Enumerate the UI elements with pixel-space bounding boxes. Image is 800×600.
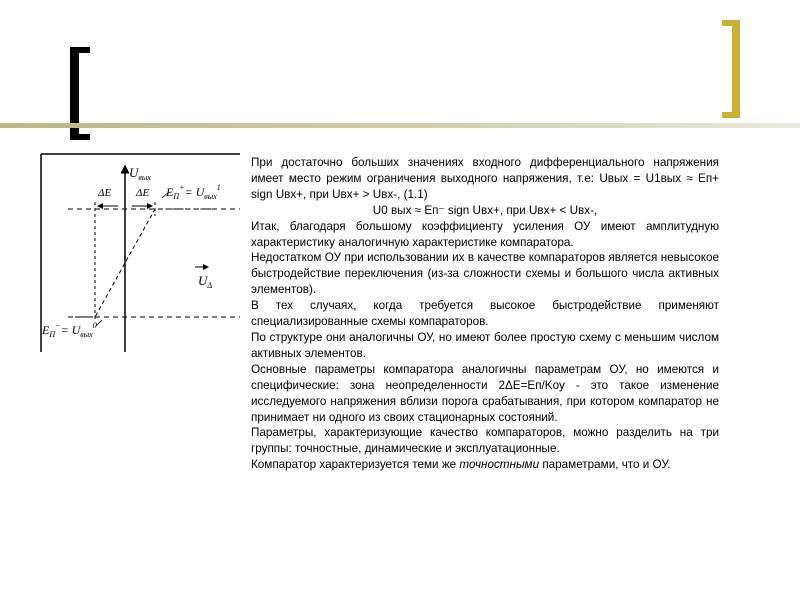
paragraph-specialized: В тех случаях, когда требуется высокое быстродействие применяют специализированные схемы компараторов. — [251, 299, 719, 329]
transfer-curve — [68, 209, 215, 317]
comparator-transfer-diagram — [40, 152, 240, 352]
delta-left-label: ΔE — [98, 187, 112, 199]
paragraph-saturation: При достаточно больших значениях входного дифференциального напряжения имеет место режим ограничения выходного напряжения, т.е: Uвых = U1вых ≈ Eп+ sign Uвх+, при Uвх+ > Uвх-, (1.1) — [251, 156, 719, 201]
x-axis-label: $U_\Delta$ — [198, 273, 213, 290]
italic-term: точностными — [459, 458, 540, 472]
paragraph-conclusion: Итак, благодаря большому коэффициенту усиления ОУ имеют амплитудную характеристику аналогичную характеристике компаратора. — [251, 219, 719, 249]
top-saturation-label: $E_П^+= U_{вых}^1$ — [166, 183, 221, 201]
decor-bracket-left-top — [70, 47, 90, 53]
decor-divider — [0, 123, 800, 128]
text-body — [251, 155, 719, 473]
paragraph-drawback: Недостатком ОУ при использовании их в качестве компараторов является невысокое быстродействие переключения (из-за сложности схемы и большого числа активных элементов). — [251, 251, 719, 297]
decor-bracket-right — [732, 20, 740, 118]
delta-right-label: ΔE — [136, 187, 150, 199]
formula-lower: U0 вых ≈ Eп⁻ sign Uвх+, при Uвх+ < Uвх-, — [372, 203, 598, 217]
bottom-label-pointer — [96, 320, 102, 326]
paragraph-groups: Параметры, характеризующие качество компараторов, можно разделить на три группы: точностные, динамические и эксплуатационные. — [251, 426, 719, 456]
paragraph-final: Компаратор характеризуется теми же точностными параметрами, что и ОУ. — [251, 458, 671, 472]
paragraph-parameters: Основные параметры компаратора аналогичны параметрам ОУ, но имеются и специфические: зона неопределенности 2ΔE=Eп/Kоу - это такое изменение исследуемого напряжения вблизи порога срабатывания, при котором компаратор не принимает ни одного из своих стационарных состояний. — [251, 362, 719, 424]
decor-bracket-right-top — [722, 20, 740, 26]
decor-bracket-right-bottom — [722, 112, 740, 118]
decor-bracket-left-bottom — [70, 134, 90, 140]
bottom-saturation-label: $E_П^-= U_{вых}^0$ — [42, 321, 97, 339]
paragraph-structure: По структуре они аналогичны ОУ, но имеют более простую схему с меньшим числом активных элементов. — [251, 330, 719, 360]
y-axis-label: $U_{вых}$ — [129, 165, 151, 182]
